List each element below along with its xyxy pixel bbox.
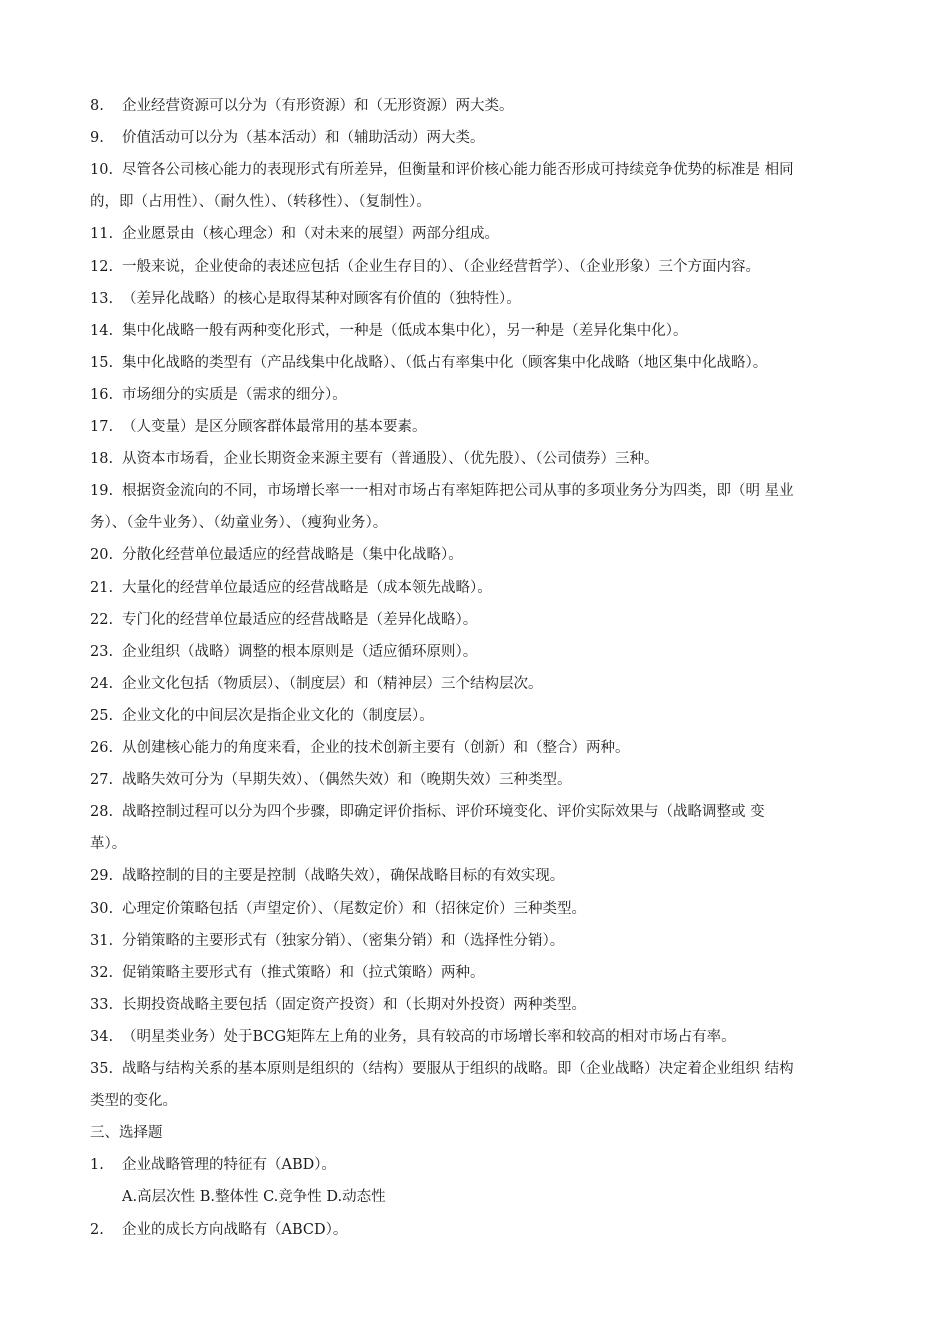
item-text: 市场细分的实质是（需求的细分）。 bbox=[122, 386, 347, 403]
item-number: 2. bbox=[90, 1221, 104, 1238]
item-text: 类型的变化。 bbox=[90, 1093, 177, 1110]
fill-blank-item bbox=[90, 578, 870, 598]
item-text: 企业愿景由（核心理念）和（对未来的展望）两部分组成。 bbox=[122, 226, 499, 243]
item-number: 15. bbox=[90, 354, 114, 371]
fill-blank-item bbox=[90, 963, 870, 983]
item-number: 23. bbox=[90, 643, 114, 660]
item-number: 34. bbox=[90, 1028, 114, 1045]
fill-blank-item bbox=[90, 96, 870, 116]
item-text: 长期投资战略主要包括（固定资产投资）和（长期对外投资）两种类型。 bbox=[122, 996, 586, 1013]
fill-blank-continuation bbox=[90, 834, 870, 854]
fill-blank-item bbox=[90, 160, 870, 180]
item-text: 大量化的经营单位最适应的经营战略是（成本领先战略）。 bbox=[122, 579, 492, 596]
fill-blank-continuation bbox=[90, 513, 870, 533]
item-text: 根据资金流向的不同，市场增长率一一相对市场占有率矩阵把公司从事的多项业务分为四类，即（明 星业 bbox=[122, 483, 794, 500]
fill-blank-continuation bbox=[90, 192, 870, 212]
section-heading bbox=[90, 1123, 870, 1143]
item-text: 企业的成长方向战略有（ABCD）。 bbox=[122, 1221, 348, 1238]
item-text: 心理定价策略包括（声望定价）、（尾数定价）和（招徕定价）三种类型。 bbox=[122, 900, 586, 917]
fill-blank-item bbox=[90, 481, 870, 501]
item-text: 从资本市场看，企业长期资金来源主要有（普通股）、（优先股）、（公司债券）三种。 bbox=[122, 451, 659, 468]
item-number: 12. bbox=[90, 258, 114, 275]
fill-blank-item bbox=[90, 738, 870, 758]
item-text: 集中化战略的类型有（产品线集中化战略）、（低占有率集中化（顾客集中化战略（地区集中化战略）。 bbox=[122, 354, 768, 371]
fill-blank-item bbox=[90, 449, 870, 469]
item-number: 24. bbox=[90, 675, 114, 692]
item-number: 30. bbox=[90, 900, 114, 917]
fill-blank-item bbox=[90, 610, 870, 630]
item-text: 企业组织（战略）调整的根本原则是（适应循环原则）。 bbox=[122, 643, 478, 660]
item-text: 企业战略管理的特征有（ABD）。 bbox=[122, 1157, 337, 1174]
fill-blank-item bbox=[90, 321, 870, 341]
fill-blank-item bbox=[90, 1059, 870, 1079]
choice-question bbox=[90, 1220, 870, 1240]
item-text: 分销策略的主要形式有（独家分销）、（密集分销）和（选择性分销）。 bbox=[122, 932, 565, 949]
item-number: 25. bbox=[90, 707, 114, 724]
fill-blank-item bbox=[90, 289, 870, 309]
fill-blank-item bbox=[90, 899, 870, 919]
item-number: 14. bbox=[90, 322, 114, 339]
item-number: 21. bbox=[90, 579, 114, 596]
item-text: 促销策略主要形式有（推式策略）和（拉式策略）两种。 bbox=[122, 964, 485, 981]
fill-blank-item bbox=[90, 224, 870, 244]
item-number: 32. bbox=[90, 964, 114, 981]
item-text: 一般来说，企业使命的表述应包括（企业生存目的）、（企业经营哲学）、（企业形象）三个方面内容。 bbox=[122, 258, 760, 275]
item-number: 22. bbox=[90, 611, 114, 628]
item-number: 8. bbox=[90, 98, 104, 114]
item-text: 尽管各公司核心能力的表现形式有所差异，但衡量和评价核心能力能否形成可持续竞争优势的标准是 相同 bbox=[122, 162, 794, 179]
item-number: 11. bbox=[90, 226, 114, 243]
item-number: 26. bbox=[90, 740, 114, 756]
item-number: 33. bbox=[90, 996, 114, 1013]
item-number: 18. bbox=[90, 451, 114, 468]
item-text: 三、选择题 bbox=[90, 1125, 163, 1142]
item-text: 企业经营资源可以分为（有形资源）和（无形资源）两大类。 bbox=[122, 98, 514, 114]
item-number: 16. bbox=[90, 386, 114, 403]
choice-options bbox=[122, 1187, 902, 1207]
fill-blank-item bbox=[90, 1027, 870, 1047]
fill-blank-item bbox=[90, 674, 870, 694]
fill-blank-item bbox=[90, 353, 870, 373]
item-number: 31. bbox=[90, 932, 114, 949]
fill-blank-continuation bbox=[90, 1091, 870, 1111]
fill-blank-item bbox=[90, 128, 870, 148]
item-text: 企业文化的中间层次是指企业文化的（制度层）。 bbox=[122, 707, 434, 724]
item-text: 务）、（金牛业务）、（幼童业务）、（瘦狗业务）。 bbox=[90, 515, 388, 532]
item-number: 13. bbox=[90, 290, 114, 307]
item-text: 的，即（占用性）、（耐久性）、（转移性）、（复制性）。 bbox=[90, 194, 431, 211]
item-number: 9. bbox=[90, 130, 104, 147]
item-text: 企业文化包括（物质层）、（制度层）和（精神层）三个结构层次。 bbox=[122, 675, 543, 692]
item-text: 战略失效可分为（早期失效）、（偶然失效）和（晚期失效）三种类型。 bbox=[122, 772, 572, 789]
fill-blank-item bbox=[90, 545, 870, 565]
item-text: 革）。 bbox=[90, 836, 127, 853]
item-text: （差异化战略）的核心是取得某种对顾客有价值的（独特性）。 bbox=[122, 290, 521, 307]
choice-question bbox=[90, 1155, 870, 1175]
fill-blank-item bbox=[90, 995, 870, 1015]
item-text: 价值活动可以分为（基本活动）和（辅助活动）两大类。 bbox=[122, 130, 485, 147]
item-text: 战略控制的目的主要是控制（战略失效），确保战略目标的有效实现。 bbox=[122, 868, 565, 885]
item-text: 战略与结构关系的基本原则是组织的（结构）要服从于组织的战略。即（企业战略）决定着企业组织 结构 bbox=[122, 1061, 794, 1077]
fill-blank-item bbox=[90, 417, 870, 437]
item-text: 从创建核心能力的角度来看，企业的技术创新主要有（创新）和（整合）两种。 bbox=[122, 740, 630, 756]
fill-blank-item bbox=[90, 385, 870, 405]
item-number: 1. bbox=[90, 1157, 104, 1174]
fill-blank-item bbox=[90, 706, 870, 726]
item-number: 17. bbox=[90, 419, 114, 435]
fill-blank-item bbox=[90, 866, 870, 886]
item-number: 29. bbox=[90, 868, 114, 885]
item-text: （明星类业务）处于BCG矩阵左上角的业务，具有较高的市场增长率和较高的相对市场占有率。 bbox=[122, 1028, 736, 1045]
item-text: 集中化战略一般有两种变化形式，一种是（低成本集中化），另一种是（差异化集中化）。 bbox=[122, 322, 688, 339]
item-text: 专门化的经营单位最适应的经营战略是（差异化战略）。 bbox=[122, 611, 478, 628]
item-text: 分散化经营单位最适应的经营战略是（集中化战略）。 bbox=[122, 547, 463, 564]
item-number: 28. bbox=[90, 804, 114, 821]
fill-blank-item bbox=[90, 770, 870, 790]
item-number: 10. bbox=[90, 162, 114, 179]
item-number: 20. bbox=[90, 547, 114, 564]
fill-blank-item bbox=[90, 642, 870, 662]
item-text: A.高层次性 B.整体性 C.竞争性 D.动态性 bbox=[122, 1189, 386, 1206]
item-number: 35. bbox=[90, 1061, 114, 1077]
fill-blank-item bbox=[90, 257, 870, 277]
fill-blank-item bbox=[90, 931, 870, 951]
item-number: 19. bbox=[90, 483, 114, 500]
fill-blank-item bbox=[90, 802, 870, 822]
item-text: （人变量）是区分顾客群体最常用的基本要素。 bbox=[122, 419, 427, 435]
item-text: 战略控制过程可以分为四个步骤，即确定评价指标、评价环境变化、评价实际效果与（战略调整或 变 bbox=[122, 804, 765, 821]
item-number: 27. bbox=[90, 772, 114, 789]
